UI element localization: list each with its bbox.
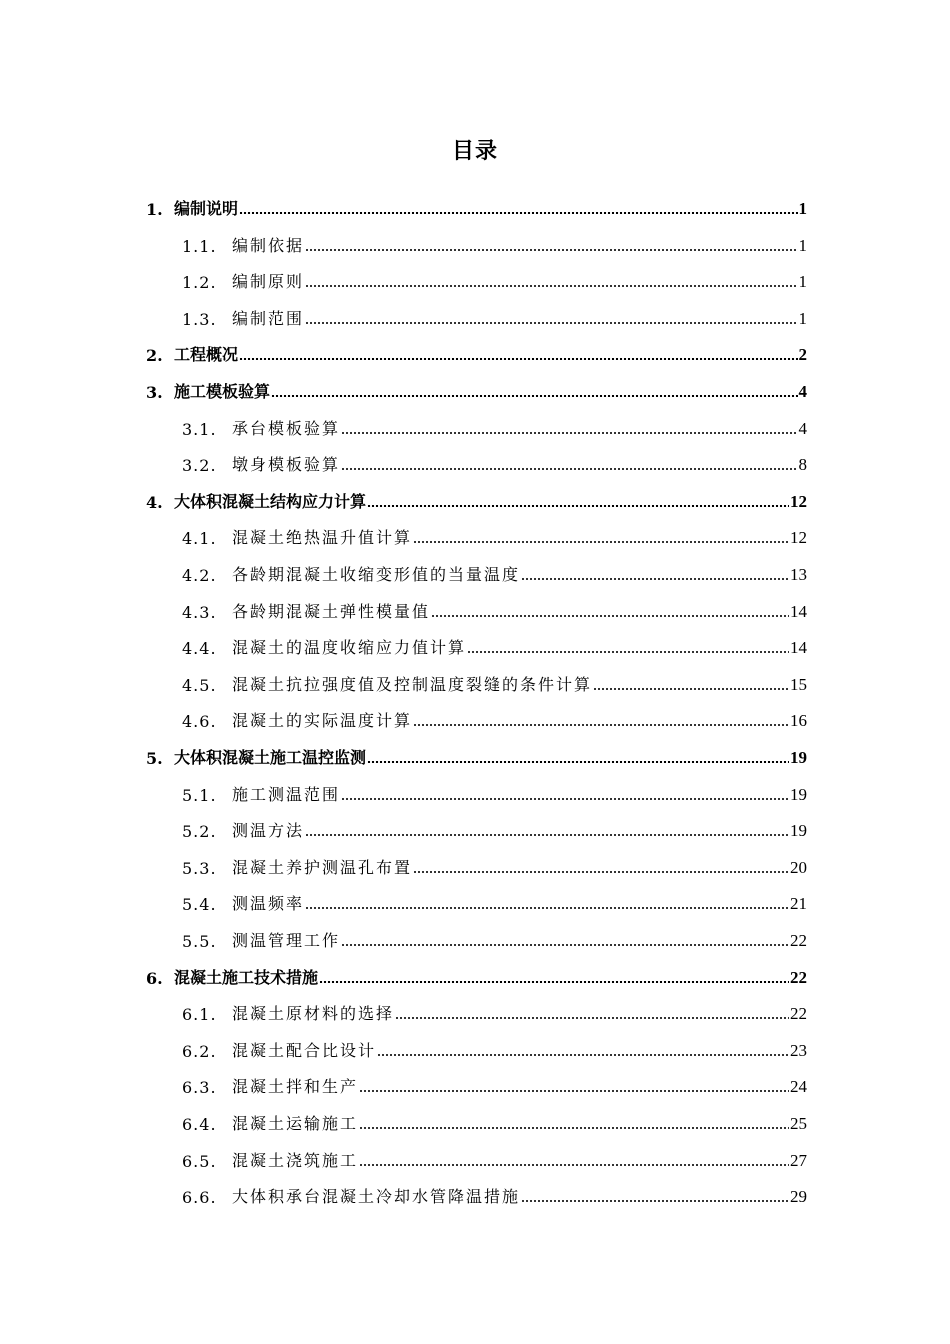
toc-entry-title: 各龄期混凝土收缩变形值的当量温度 <box>232 565 521 584</box>
dot-leader <box>271 395 797 397</box>
toc-page-number: 4 <box>798 418 807 438</box>
toc-entry-number: 5.5. <box>182 932 217 951</box>
toc-section-entry[interactable] <box>182 695 807 731</box>
dot-leader <box>467 651 789 653</box>
toc-page-number: 12 <box>790 491 807 511</box>
toc-title: 目录 <box>451 138 498 164</box>
toc-entry-number: 6.2. <box>182 1041 217 1061</box>
toc-entry-number: 1.3. <box>182 309 217 329</box>
toc-entry-number: 3.2. <box>182 456 217 476</box>
toc-page-number: 15 <box>790 674 807 694</box>
toc-entry-title: 施工测温范围 <box>232 784 341 804</box>
toc-entry-number: 4.2. <box>182 566 217 585</box>
dot-leader <box>305 834 789 836</box>
toc-section-entry[interactable] <box>182 220 807 256</box>
dot-leader <box>319 981 789 983</box>
toc-entry-title: 编制依据 <box>232 235 305 255</box>
toc-entry-number: 4.1. <box>182 529 217 549</box>
toc-section-entry[interactable] <box>182 1025 807 1061</box>
toc-section-entry[interactable] <box>182 915 807 951</box>
toc-entry-number: 6.1. <box>182 1005 217 1025</box>
dot-leader <box>305 249 797 251</box>
toc-section-entry[interactable] <box>182 1171 807 1207</box>
dot-leader <box>341 944 789 946</box>
dot-leader <box>413 871 789 873</box>
toc-chapter-entry[interactable] <box>146 952 807 988</box>
toc-entry-title: 混凝土绝热温升值计算 <box>232 528 413 548</box>
toc-page-number: 14 <box>790 638 807 658</box>
toc-section-entry[interactable] <box>182 586 807 622</box>
toc-entry-number: 4. <box>146 492 163 512</box>
toc-entry-number: 3. <box>146 383 163 402</box>
toc-entry-title: 工程概况 <box>174 345 239 365</box>
dot-leader <box>341 798 789 800</box>
toc-section-entry[interactable] <box>182 439 807 475</box>
toc-entry-title: 大体积混凝土结构应力计算 <box>174 491 367 511</box>
toc-chapter-entry[interactable] <box>146 732 807 768</box>
dot-leader <box>359 1090 789 1092</box>
toc-entry-number: 6.4. <box>182 1115 217 1134</box>
toc-page-number: 22 <box>790 1004 807 1024</box>
toc-page-number: 22 <box>790 967 807 987</box>
dot-leader <box>367 761 789 763</box>
toc-entry-number: 4.5. <box>182 675 217 695</box>
toc-page-number: 1 <box>798 272 807 292</box>
toc-section-entry[interactable] <box>182 1135 807 1171</box>
dot-leader <box>239 358 797 360</box>
toc-page-number: 16 <box>790 711 807 731</box>
toc-entry-number: 5.4. <box>182 895 217 915</box>
toc-page-number: 19 <box>790 748 807 767</box>
dot-leader <box>593 688 789 690</box>
toc-section-entry[interactable] <box>182 988 807 1024</box>
toc-page-number: 1 <box>798 235 807 255</box>
dot-leader <box>377 1054 789 1056</box>
toc-page-number: 13 <box>790 565 807 584</box>
toc-entry-title: 混凝土浇筑施工 <box>232 1150 359 1170</box>
dot-leader <box>305 285 797 287</box>
toc-entry-title: 测温频率 <box>232 894 305 914</box>
toc-section-entry[interactable] <box>182 512 807 548</box>
toc-page-number: 24 <box>790 1077 807 1097</box>
toc-entry-number: 1.2. <box>182 273 217 293</box>
toc-chapter-entry[interactable] <box>146 476 807 512</box>
toc-page-number: 23 <box>790 1040 807 1060</box>
toc-page-number: 14 <box>790 601 807 621</box>
dot-leader <box>521 1200 789 1202</box>
toc-page-number: 4 <box>798 382 807 401</box>
toc-entry-title: 测温方法 <box>232 821 305 841</box>
toc-page-number: 27 <box>790 1150 807 1170</box>
dot-leader <box>413 724 789 726</box>
toc-page-number: 22 <box>790 931 807 950</box>
toc-page-number: 21 <box>790 894 807 914</box>
toc-entry-title: 施工模板验算 <box>174 382 271 401</box>
toc-section-entry[interactable] <box>182 549 807 585</box>
toc-entry-title: 混凝土养护测温孔布置 <box>232 857 413 877</box>
toc-entry-title: 混凝土施工技术措施 <box>174 967 319 987</box>
toc-section-entry[interactable] <box>182 622 807 658</box>
toc-page-number: 25 <box>790 1114 807 1133</box>
toc-entry-number: 4.6. <box>182 712 217 732</box>
dot-leader <box>521 578 789 580</box>
toc-entry-title: 编制说明 <box>174 199 239 218</box>
toc-entry-title: 大体积承台混凝土冷却水管降温措施 <box>232 1187 521 1207</box>
toc-page-number: 12 <box>790 528 807 548</box>
toc-section-entry[interactable] <box>182 403 807 439</box>
toc-entry-number: 6.3. <box>182 1078 217 1098</box>
dot-leader <box>395 1017 789 1019</box>
toc-entry-title: 测温管理工作 <box>232 931 341 950</box>
toc-entry-number: 4.3. <box>182 602 217 622</box>
toc-entry-title: 混凝土拌和生产 <box>232 1077 359 1097</box>
dot-leader <box>431 615 789 617</box>
toc-chapter-entry[interactable] <box>146 329 807 365</box>
toc-entry-title: 混凝土的实际温度计算 <box>232 711 413 731</box>
toc-entry-title: 混凝土配合比设计 <box>232 1040 377 1060</box>
toc-entry-number: 6.6. <box>182 1188 217 1208</box>
dot-leader <box>367 505 789 507</box>
toc-entry-number: 5.2. <box>182 822 217 842</box>
toc-section-entry[interactable] <box>182 293 807 329</box>
toc-section-entry[interactable] <box>182 769 807 805</box>
toc-entry-title: 混凝土抗拉强度值及控制温度裂缝的条件计算 <box>232 674 593 694</box>
toc-section-entry[interactable] <box>182 659 807 695</box>
toc-section-entry[interactable] <box>182 1098 807 1134</box>
toc-entry-number: 5. <box>146 749 163 768</box>
dot-leader <box>359 1164 789 1166</box>
toc-entry-number: 1. <box>146 200 163 219</box>
dot-leader <box>239 212 797 214</box>
toc-page-number: 1 <box>798 308 807 328</box>
toc-page-number: 19 <box>790 784 807 804</box>
toc-page-number: 8 <box>798 455 807 475</box>
toc-entry-title: 各龄期混凝土弹性模量值 <box>232 601 431 621</box>
toc-entry-title: 墩身模板验算 <box>232 455 341 475</box>
toc-section-entry[interactable] <box>182 256 807 292</box>
toc-entry-title: 混凝土的温度收缩应力值计算 <box>232 638 467 658</box>
toc-entry-number: 4.4. <box>182 639 217 659</box>
toc-page-number: 2 <box>798 345 807 365</box>
dot-leader <box>341 432 797 434</box>
toc-section-entry[interactable] <box>182 1061 807 1097</box>
dot-leader <box>413 541 789 543</box>
toc-entry-title: 编制范围 <box>232 308 305 328</box>
toc-entry-number: 6. <box>146 968 163 988</box>
dot-leader <box>359 1127 789 1129</box>
toc-entry-title: 编制原则 <box>232 272 305 292</box>
toc-entry-title: 混凝土原材料的选择 <box>232 1004 395 1024</box>
toc-entry-number: 5.1. <box>182 785 217 805</box>
toc-page-number: 29 <box>790 1187 807 1207</box>
toc-entry-title: 大体积混凝土施工温控监测 <box>174 748 367 767</box>
dot-leader <box>305 322 797 324</box>
dot-leader <box>305 907 789 909</box>
toc-page-number: 20 <box>790 857 807 877</box>
toc-entry-number: 1.1. <box>182 236 217 256</box>
dot-leader <box>341 468 797 470</box>
toc-entry-number: 6.5. <box>182 1151 217 1171</box>
toc-page-number: 19 <box>790 821 807 841</box>
toc-section-entry[interactable] <box>182 842 807 878</box>
toc-chapter-entry[interactable] <box>146 366 807 402</box>
toc-entry-number: 5.3. <box>182 858 217 878</box>
toc-entry-number: 3.1. <box>182 419 217 439</box>
toc-chapter-entry[interactable] <box>146 183 807 219</box>
toc-section-entry[interactable] <box>182 878 807 914</box>
toc-entry-title: 混凝土运输施工 <box>232 1114 359 1133</box>
toc-entry-title: 承台模板验算 <box>232 418 341 438</box>
toc-section-entry[interactable] <box>182 805 807 841</box>
toc-page-number: 1 <box>798 199 807 218</box>
toc-entry-number: 2. <box>146 346 163 366</box>
